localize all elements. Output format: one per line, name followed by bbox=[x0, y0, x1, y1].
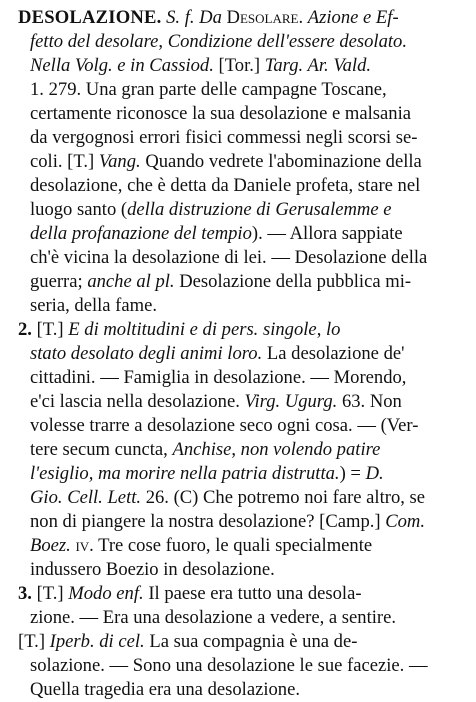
text-segment: 63. Non bbox=[337, 391, 402, 412]
text-line bbox=[30, 606, 460, 630]
text-segment: Nella Volg. e in Cassiod. bbox=[30, 55, 214, 76]
text-segment: e'ci lascia nella desolazione. bbox=[30, 391, 245, 412]
text-line bbox=[30, 486, 460, 510]
text-segment: certamente riconosce la sua desolazione e malsania bbox=[30, 103, 411, 124]
text-line bbox=[30, 126, 460, 150]
text-line bbox=[30, 150, 460, 174]
text-line bbox=[30, 198, 460, 222]
text-segment: luogo santo ( bbox=[30, 199, 128, 220]
text-segment: della profanazione del tempio bbox=[30, 223, 252, 244]
text-segment: Targ. Ar. Vald. bbox=[264, 55, 372, 76]
text-segment: Boez. bbox=[30, 535, 71, 556]
headword: DESOLAZIONE. bbox=[18, 7, 162, 28]
text-segment: guerra; bbox=[30, 271, 88, 292]
text-segment: 26. (C) Che potremo noi fare altro, se bbox=[141, 487, 426, 508]
text-line bbox=[18, 6, 460, 30]
text-segment: ). — Allora sappiate bbox=[251, 223, 403, 244]
text-segment: Vang. bbox=[98, 151, 141, 172]
text-segment: Gio. Cell. Lett. bbox=[30, 487, 142, 508]
text-segment: Quando vedrete l'abominazione della bbox=[140, 151, 422, 172]
text-segment: anche al pl. bbox=[87, 271, 175, 292]
text-line bbox=[30, 102, 460, 126]
text-segment: Quella tragedia era una desolazione. bbox=[30, 679, 300, 700]
text-segment: da vergognosi errori fisici commessi negli scorsi se- bbox=[30, 127, 418, 148]
text-line bbox=[30, 654, 460, 678]
text-segment: . Tre cose fuoro, le quali specialmente bbox=[89, 535, 373, 556]
text-segment: iv bbox=[75, 535, 90, 556]
text-line bbox=[30, 30, 460, 54]
text-segment: tere secum cuncta, bbox=[30, 439, 173, 460]
text-segment: Anchise bbox=[172, 439, 232, 460]
text-line bbox=[30, 534, 460, 558]
text-line bbox=[30, 414, 460, 438]
text-segment: Desolazione della pubblica mi- bbox=[174, 271, 412, 292]
text-segment: 2. bbox=[18, 319, 32, 340]
text-segment: . bbox=[298, 7, 308, 28]
text-segment: E di moltitudini e di pers. singole bbox=[68, 319, 317, 340]
text-line bbox=[30, 270, 460, 294]
text-segment: La sua compagnia è una de- bbox=[144, 631, 358, 652]
text-line bbox=[30, 78, 460, 102]
text-line bbox=[30, 174, 460, 198]
text-line bbox=[18, 630, 460, 654]
text-segment: Da bbox=[199, 7, 222, 28]
text-segment: La desolazione de' bbox=[262, 343, 405, 364]
text-segment: ch'è vicina la desolazione di lei. — Desolazione della bbox=[30, 247, 428, 268]
text-segment: Iperb. di cel. bbox=[49, 631, 145, 652]
text-line bbox=[30, 390, 460, 414]
text-segment: , bbox=[231, 439, 241, 460]
text-line bbox=[30, 462, 460, 486]
text-segment: desolazione, che è detta da Daniele profeta, stare nel bbox=[30, 175, 421, 196]
text-segment: [T.] bbox=[18, 631, 50, 652]
text-segment: volesse trarre a desolazione seco ogni cosa. — (Ver- bbox=[30, 415, 419, 436]
text-segment: lo bbox=[325, 319, 341, 340]
text-line bbox=[30, 222, 460, 246]
text-segment: , bbox=[316, 319, 326, 340]
text-segment: seria, della fame. bbox=[30, 295, 157, 316]
text-segment: stato desolato degli animi loro. bbox=[30, 343, 263, 364]
text-segment: non volendo patire bbox=[240, 439, 381, 460]
text-segment: solazione. — Sono una desolazione le sue facezie. — bbox=[30, 655, 428, 676]
text-segment: Modo enf. bbox=[68, 583, 144, 604]
text-segment: non di piangere la nostra desolazione? [Camp.] bbox=[30, 511, 386, 532]
text-line bbox=[30, 510, 460, 534]
text-segment: ) = bbox=[339, 463, 366, 484]
text-segment: Il paese era tutto una desola- bbox=[143, 583, 362, 604]
text-segment: zione. — Era una desolazione a vedere, a sentire. bbox=[30, 607, 397, 628]
text-line bbox=[30, 678, 460, 702]
text-segment: D. bbox=[365, 463, 384, 484]
text-segment: S. f. bbox=[161, 7, 195, 28]
text-line bbox=[18, 582, 460, 606]
text-segment: Virg. Ugurg. bbox=[244, 391, 338, 412]
text-line bbox=[30, 438, 460, 462]
text-segment: 3. bbox=[18, 583, 32, 604]
text-segment: della distruzione di Gerusalemme e bbox=[127, 199, 392, 220]
text-line bbox=[18, 318, 460, 342]
text-segment: fetto del desolare bbox=[30, 31, 159, 52]
text-segment: , bbox=[158, 31, 168, 52]
text-line bbox=[30, 366, 460, 390]
text-segment: 1. 279. Una gran parte delle campagne Toscane, bbox=[30, 79, 387, 100]
text-segment: Com. bbox=[385, 511, 426, 532]
text-segment: Desolare bbox=[221, 7, 299, 28]
text-segment: coli. [T.] bbox=[30, 151, 99, 172]
text-line bbox=[30, 246, 460, 270]
text-segment: Condizione dell'essere desolato. bbox=[167, 31, 407, 52]
text-line bbox=[30, 558, 460, 582]
text-line bbox=[30, 342, 460, 366]
text-segment: indussero Boezio in desolazione. bbox=[30, 559, 275, 580]
text-segment: cittadini. — Famiglia in desolazione. — Morendo, bbox=[30, 367, 407, 388]
text-segment: [T.] bbox=[31, 319, 69, 340]
text-segment: Azione e Ef- bbox=[307, 7, 399, 28]
text-segment: [T.] bbox=[31, 583, 69, 604]
text-segment: l'esiglio, ma morire nella patria distrutta. bbox=[30, 463, 340, 484]
text-line bbox=[30, 294, 460, 318]
text-line bbox=[30, 54, 460, 78]
text-segment: [Tor.] bbox=[213, 55, 265, 76]
